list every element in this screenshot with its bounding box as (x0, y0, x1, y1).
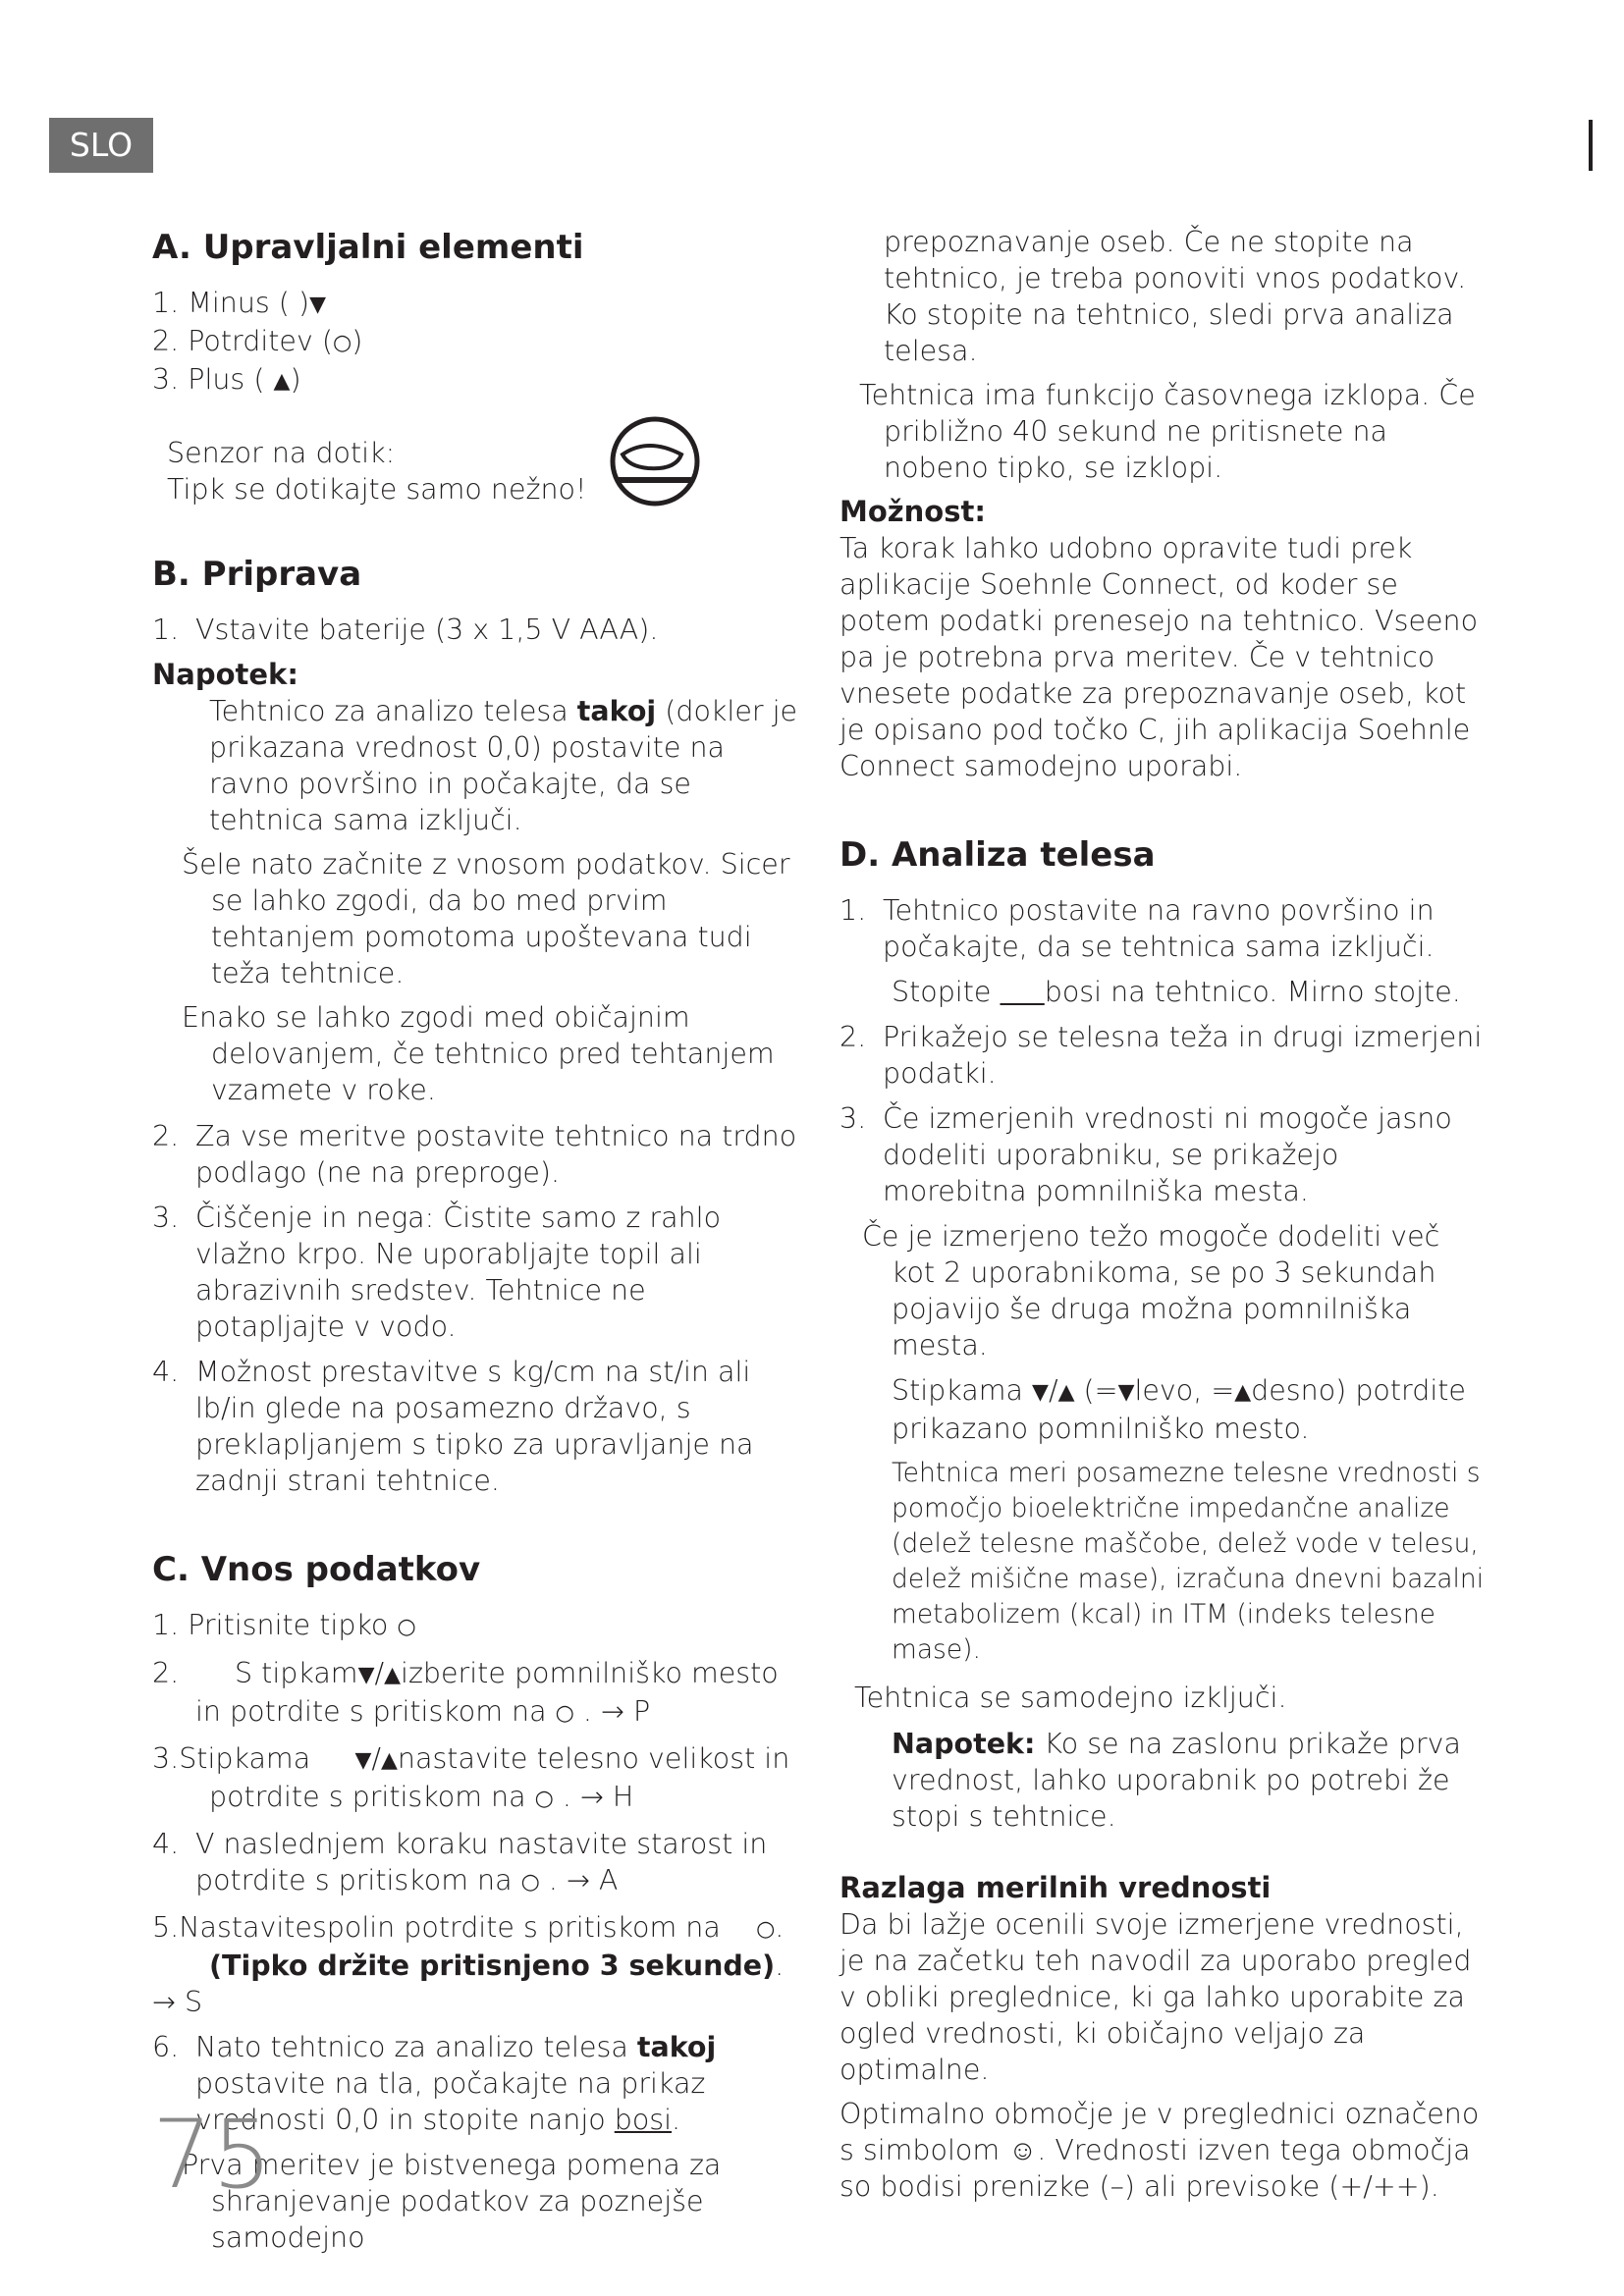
up-arrow-icon: ▲ (381, 1748, 398, 1773)
note-paragraph: Šele nato začnite z vnosom podatkov. Sicer se lahko zgodi, da bo med prvim tehtanjem pomotoma upoštevana tudi teža tehtnice. (182, 848, 790, 989)
left-column (152, 226, 800, 2256)
list-item: 4. Možnost prestavitve s kg/cm na st/in ali lb/in glede na posamezno državo, s preklapljanjem s tipko za upravljanje na zadnji strani tehtnice. (152, 1356, 754, 1497)
page-number: 75 (152, 2100, 273, 2210)
up-arrow-icon: ▲ (1234, 1380, 1252, 1405)
touch-sensor-block (152, 435, 800, 507)
paragraph: Tehtnica ima funkcijo časovnega izklopa. Če približno 40 sekund ne pritisnete na nobeno tipko, se izklopi. (859, 379, 1476, 484)
list-item: 3. Čiščenje in nega: Čistite samo z rahlo vlažno krpo. Ne uporabljajte topil ali abrazivnih sredstev. Tehtnice ne potapljajte v vodo. (152, 1201, 722, 1343)
confirm-icon: ○ (520, 1870, 540, 1895)
section-a-title: A. Upravljalni elementi (152, 228, 584, 267)
razlaga-title: Razlaga merilnih vrednosti (839, 1871, 1272, 1904)
confirm-icon: ○ (333, 331, 352, 355)
right-column (839, 224, 1488, 2205)
up-arrow-icon: ▲ (273, 369, 291, 394)
list-item: 1. Tehtnico postavite na ravno površino in počakajte, da se tehtnica sama izključi. (839, 894, 1435, 963)
note-paragraph: Tehtnico za analizo telesa takoj (dokler je prikazana vrednost 0,0) postavite na ravno površino in počakajte, da se tehtnica sama izključi. (209, 695, 798, 836)
down-arrow-icon: ▼ (309, 293, 327, 317)
option-text: Ta korak lahko udobno opravite tudi prek aplikacije Soehnle Connect, od koder se potem podatki prenesejo na tehtnico. Vseeno pa je potrebna prva meritev. Če v tehtnico vnesete podatke za prepoznavanje oseb, kot je opisano pod točko C, jih aplikacija Soehnle Connect samodejno uporabi. (839, 532, 1479, 782)
option-label: Možnost: (839, 495, 986, 528)
touch-sensor-icon (609, 415, 701, 507)
confirm-icon: ○ (756, 1917, 776, 1942)
control-confirm: 2. Potrditev (○) (152, 323, 800, 361)
down-arrow-icon: ▼ (1032, 1380, 1049, 1405)
list-item: 3.Stipkama ▼/▲nastavite telesno velikost in potrdite s pritiskom na ○ . → H (152, 1740, 800, 1817)
control-plus: 3. Plus ( ▲) (152, 361, 800, 400)
confirm-icon: ○ (397, 1615, 416, 1639)
up-arrow-icon: ▲ (1057, 1380, 1075, 1405)
touch-label: Senzor na dotik: (167, 437, 396, 469)
paragraph: Tehtnica se samodejno izključi. (854, 1682, 1287, 1714)
note-label: Napotek: (152, 658, 298, 691)
paragraph: prepoznavanje oseb. Če ne stopite na tehtnico, je treba ponoviti vnos podatkov. Ko stopite na tehtnico, sledi prva analiza telesa. (884, 226, 1467, 367)
list-item: 2. Za vse meritve postavite tehtnico na trdno podlago (ne na preproge). (152, 1120, 797, 1189)
list-item: 5.Nastavitespolin potrdite s pritiskom na ○. (Tipko držite pritisnjeno 3 sekunde). → S (152, 1911, 785, 2018)
page-edge-marker (1589, 120, 1593, 171)
list-item: 3. Če izmerjenih vrednosti ni mogoče jasno dodeliti uporabniku, se prikažejo morebitna pomnilniška mesta. (839, 1102, 1452, 1207)
list-item: 6. Nato tehtnico za analizo telesa takoj postavite na tla, počakajte na prikaz vrednosti 0,0 in stopite nanjo bosi. (152, 2031, 717, 2136)
list-item: 2. Prikažejo se telesna teža in drugi izmerjeni podatki. (839, 1021, 1483, 1090)
up-arrow-icon: ▲ (384, 1663, 402, 1687)
down-arrow-icon: ▼ (354, 1748, 372, 1773)
language-tag: SLO (49, 118, 153, 173)
paragraph: Stipkama ▼/▲ (=▼levo, =▲desno) potrdite prikazano pomnilniško mesto. (892, 1374, 1466, 1445)
paragraph: Napotek: Ko se na zaslonu prikaže prva vrednost, lahko uporabnik po potrebi že stopi s tehtnice. (892, 1728, 1461, 1833)
paragraph: Stopite bosi na tehtnico. Mirno stojte. (892, 976, 1461, 1008)
control-minus: 1. Minus ( )▼ (152, 285, 800, 323)
note-paragraph: Enako se lahko zgodi med običajnim delovanjem, če tehtnico pred tehtanjem vzamete v roke. (182, 1001, 775, 1106)
list-item: 2. S tipkam▼/▲izberite pomnilniško mesto in potrdite s pritiskom na ○ . → P (152, 1655, 800, 1732)
list-item: 1. Vstavite baterije (3 x 1,5 V AAA). (152, 614, 659, 646)
touch-hint: Tipk se dotikajte samo nežno! (167, 473, 587, 506)
list-item: 4. V naslednjem koraku nastavite starost in potrdite s pritiskom na ○ . → A (152, 1826, 800, 1900)
list-item: 1. Pritisnite tipko ○ (152, 1607, 800, 1645)
down-arrow-icon: ▼ (1117, 1380, 1135, 1405)
smiley-icon: ☺ (1008, 2134, 1038, 2166)
paragraph: Tehtnica meri posamezne telesne vrednosti s pomočjo bioelektrične impedančne analize (delež telesne maščobe, delež vode v telesu, delež mišične mase), izračuna dnevni bazalni metabolizem (kcal) in ITM (indeks telesne mase). (892, 1458, 1485, 1665)
confirm-icon: ○ (534, 1787, 554, 1811)
section-b-title: B. Priprava (152, 555, 362, 594)
paragraph: Da bi lažje ocenili svoje izmerjene vrednosti, je na začetku teh navodil za uporabo pregled v obliki preglednice, ki ga lahko uporabite za ogled vrednosti, ki običajno veljajo za optimalne. (839, 1908, 1472, 2086)
down-arrow-icon: ▼ (357, 1663, 375, 1687)
confirm-icon: ○ (555, 1701, 574, 1726)
section-c-title: C. Vnos podatkov (152, 1550, 481, 1589)
paragraph: Če je izmerjeno težo mogoče dodeliti več kot 2 uporabnikoma, se po 3 sekundah pojavijo še druga možna pomnilniška mesta. (862, 1220, 1440, 1362)
paragraph: Optimalno območje je v preglednici označeno s simbolom ☺. Vrednosti izven tega območja so bodisi prenizke (–) ali previsoke (+/++). (839, 2098, 1480, 2203)
section-d-title: D. Analiza telesa (839, 835, 1156, 875)
paragraph: Prva meritev je bistvenega pomena za shranjevanje podatkov za poznejše samodejno (182, 2149, 722, 2254)
